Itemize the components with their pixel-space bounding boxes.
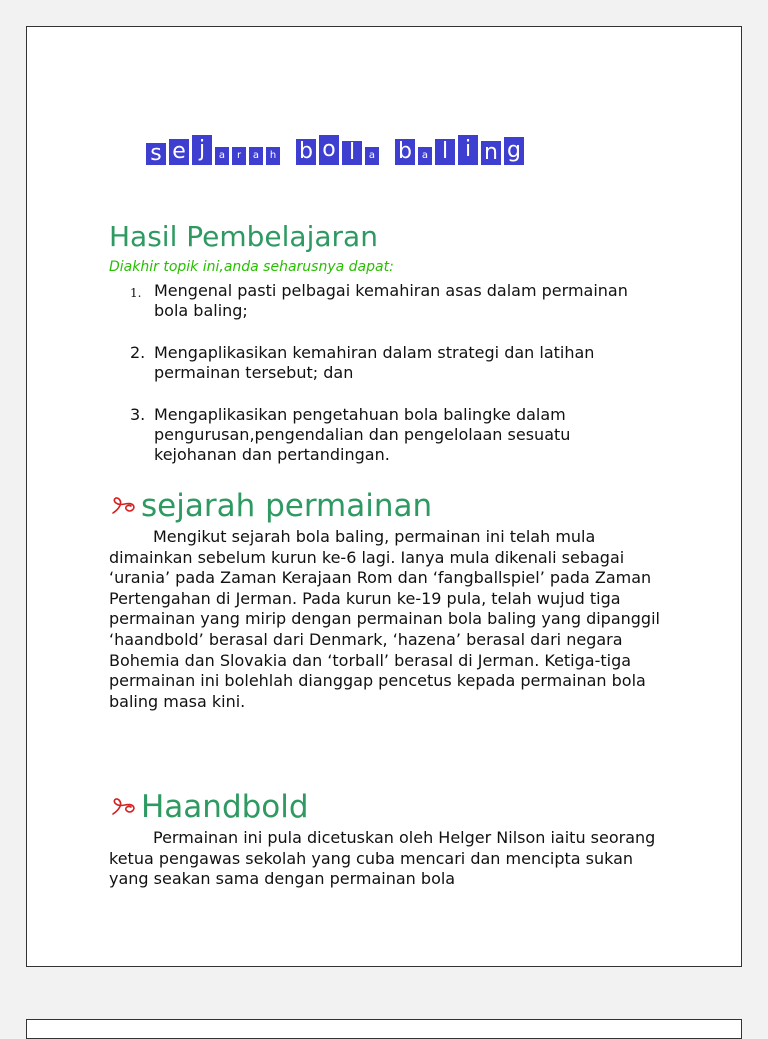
title-letter-tile: a [215,147,229,165]
title-letter-tile: a [418,147,432,165]
title-letter-tile: h [266,147,280,165]
title-letter-tile: s [146,143,166,165]
outcome-item [130,405,650,465]
outcome-item [130,343,650,383]
section-body-sejarah [109,527,664,712]
title-letter-tile: l [435,139,455,165]
learning-outcomes-heading: Hasil Pembelajaran [109,220,378,253]
outcome-text: Mengenal pasti pelbagai kemahiran asas dalam permainan bola baling; [154,281,628,320]
decorative-swirl-icon [109,792,139,822]
section-heading-label: sejarah permainan [141,488,433,524]
outcome-text: Mengaplikasikan pengetahuan bola balingke dalam pengurusan,pengendalian dan pengelolaan sesuatu kejohanan dan pertandingan. [154,405,571,464]
title-letter-tile: i [458,135,478,165]
intro-line: Diakhir topik ini,anda seharusnya dapat: [109,259,394,275]
next-page-edge [26,1019,742,1039]
title-letter-tile: l [342,141,362,165]
title-letter-tile: g [504,137,524,165]
outcomes-list [130,281,650,487]
outcome-number: 2. [130,343,146,362]
section-body-haandbold [109,828,664,890]
document-title [146,131,524,165]
outcome-text: Mengaplikasikan kemahiran dalam strategi dan latihan permainan tersebut; dan [154,343,595,382]
title-space [283,145,293,165]
outcome-number: 1. [130,286,142,300]
title-letter-tile: b [296,139,316,165]
title-letter-tile: a [249,147,263,165]
title-letter-tile: r [232,147,246,165]
title-space [382,145,392,165]
title-letter-tile: j [192,135,212,165]
title-letter-tile: o [319,135,339,165]
section-heading-label: Haandbold [141,789,309,825]
paragraph-text: Mengikut sejarah bola baling, permainan ini telah mula dimainkan sebelum kurun ke-6 lagi. Ianya mula dikenali sebagai ‘urania’ pada Zaman Kerajaan Rom dan ‘fangballspiel’ pada Zaman Pertengahan di Jerman. Pada kurun ke-19 pula, telah wujud tiga permainan yang mirip dengan permainan bola baling yang dipanggil ‘haandbold’ berasal dari Denmark, ‘hazena’ berasal dari negara Bohemia dan Slovakia dan ‘torball’ berasal di Jerman. Ketiga-tiga permainan ini bolehlah dianggap pencetus kepada permainan bola baling masa kini. [109,527,660,711]
title-letter-tile: b [395,139,415,165]
title-letter-tile: a [365,147,379,165]
decorative-swirl-icon [109,491,139,521]
title-letter-tile: e [169,139,189,165]
title-letter-tile: n [481,141,501,165]
paragraph-text: Permainan ini pula dicetuskan oleh Helger Nilson iaitu seorang ketua pengawas sekolah yang cuba mencari dan mencipta sukan yang seakan sama dengan permainan bola [109,828,656,889]
outcome-number: 3. [130,405,146,424]
section-heading-haandbold [109,789,309,825]
outcome-item [130,281,650,321]
section-heading-sejarah [109,488,432,524]
